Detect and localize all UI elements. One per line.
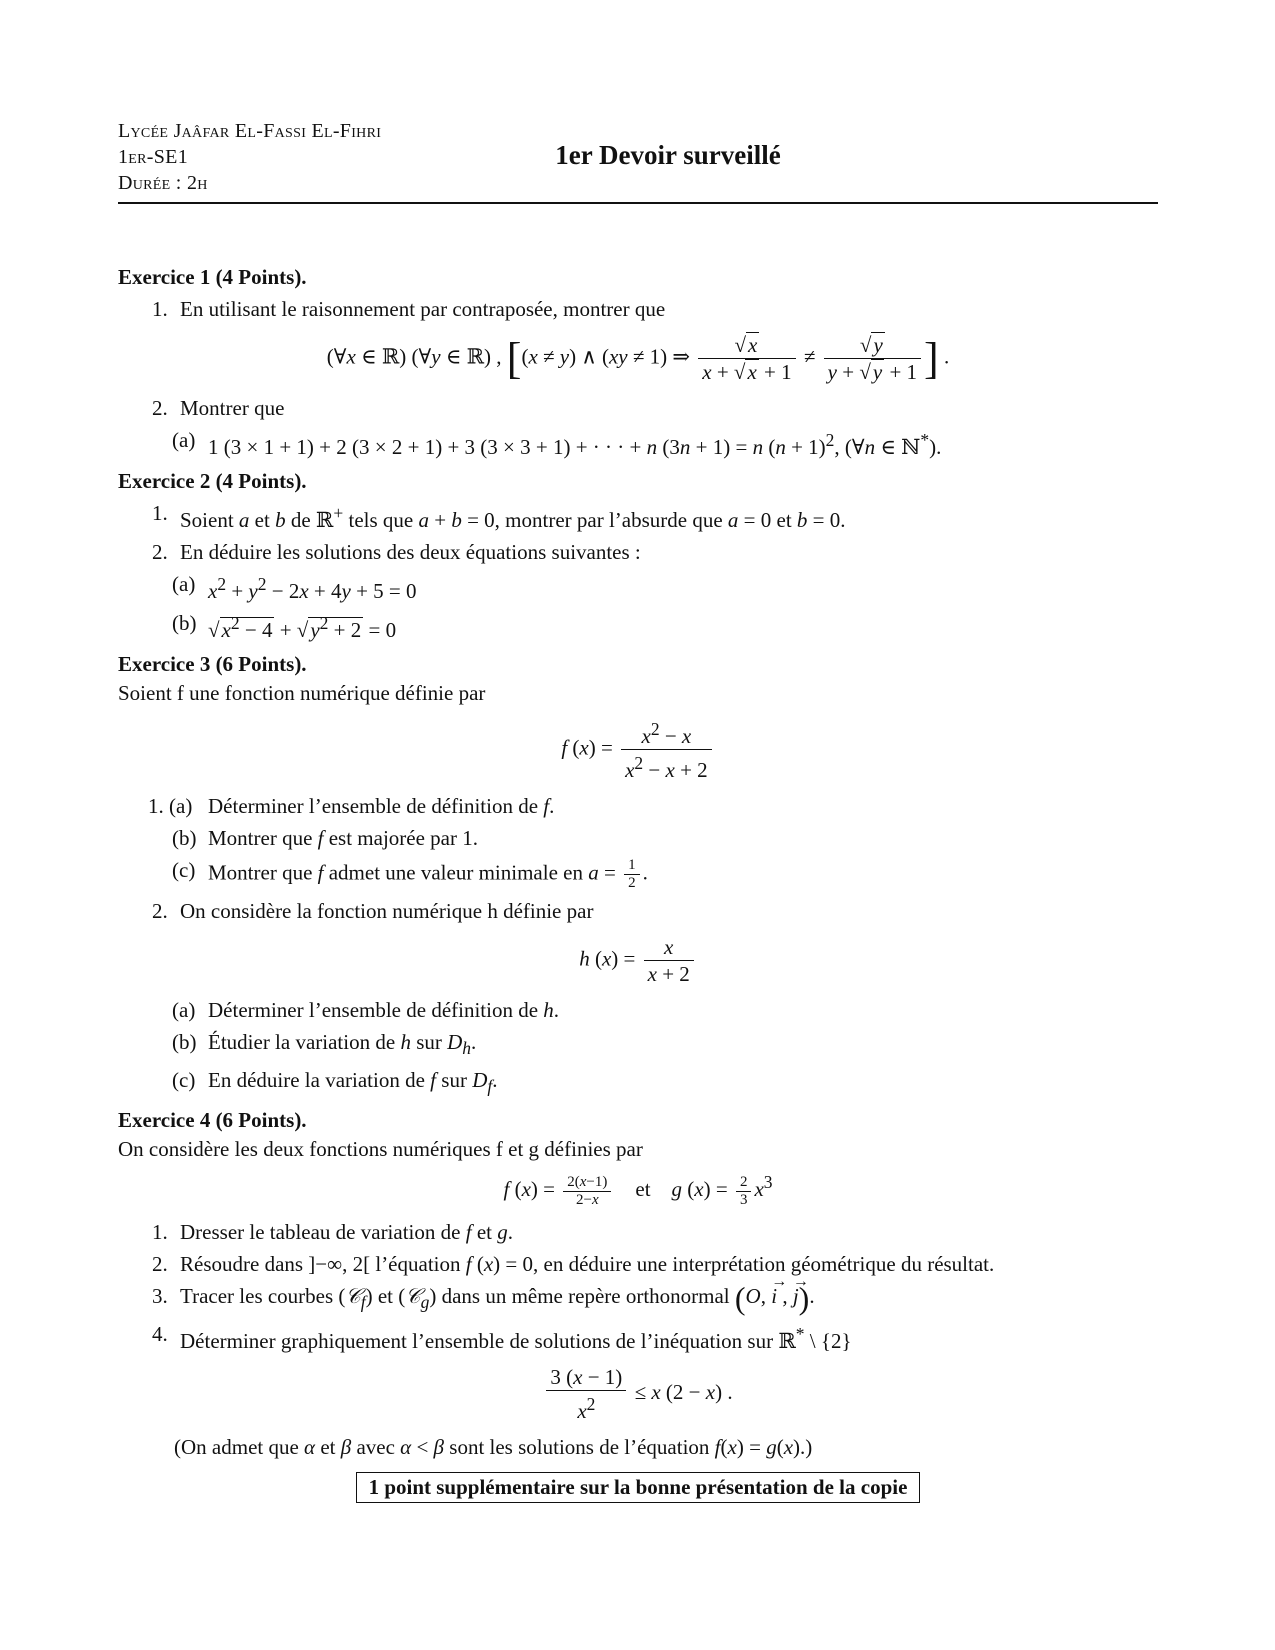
- ex3-h-definition: h (x) = $\frac{x}{x + 2}$: [118, 934, 1158, 987]
- ex3-q1b: (b) Montrer que f est majorée par 1.: [172, 826, 479, 850]
- ex2-q2b: (b) $√x^2 - 4 + √y^2 + 2 = 0$: [172, 611, 397, 642]
- page-title: 1er Devoir surveillé: [555, 140, 781, 170]
- ex3-q2b: (b) Étudier la variation de h sur $D_h$.: [172, 1030, 477, 1059]
- exam-page: [118, 118, 1158, 1513]
- ex1-q1: 1. En utilisant le raisonnement par contraposée, montrer que: [152, 297, 666, 321]
- exercise-3-title: Exercice 3 (6 Points).: [118, 652, 307, 676]
- ex4-q4: 4. Déterminer graphiquement l’ensemble de solutions de l’inéquation sur ℝ* \ {2}: [152, 1322, 852, 1354]
- header: [118, 118, 1158, 204]
- ex1-formula: (∀x ∈ ℝ) (∀y ∈ ℝ) , [(x ≠ y) ∧ (xy ≠ 1) ⇒ $\frac{√x}{x + √x + 1}$ ≠ $\frac{√y}{y + √y + 1}$ ] .: [326, 333, 950, 384]
- ex3-q2c: (c) En déduire la variation de f sur $D_f$.: [172, 1068, 498, 1097]
- ex4-definitions: f (x) = $\frac{2(x-1)}{2-x}$ et g (x) = $\frac{2}{3}$ $x^3$: [503, 1172, 773, 1209]
- ex3-f-definition: f (x) = $\frac{x^2 - x}{x^2 - x + 2}$: [118, 716, 1158, 783]
- ex2-q2: 2. En déduire les solutions des deux équations suivantes :: [152, 540, 641, 564]
- ex4-q1: 1. Dresser le tableau de variation de f et g.: [152, 1220, 513, 1245]
- exercise-4-title: Exercice 4 (6 Points).: [118, 1108, 307, 1133]
- ex3-q2a: (a) Déterminer l’ensemble de définition de h.: [172, 998, 560, 1022]
- ex3-q1a: 1. (a) Déterminer l’ensemble de définition de f.: [148, 794, 555, 818]
- ex3-q2-text: On considère la fonction numérique h définie par: [180, 899, 594, 923]
- bonus-wrapper: [118, 1472, 1158, 1503]
- ex1-q2a: (a) 1 (3 × 1 + 1) + 2 (3 × 2 + 1) + 3 (3 × 3 + 1) + · · · + n (3n + 1) = n $(n + 1)^2$, (∀n ∈ ℕ*).: [172, 428, 942, 459]
- exercise-1-title: Exercice 1 (4 Points).: [118, 265, 307, 289]
- ex1-q1-text: En utilisant le raisonnement par contraposée, montrer que: [180, 297, 666, 321]
- ex3-q1c: (c) Montrer que f admet une valeur minimale en a = $\frac{1}{2}$ .: [172, 857, 648, 891]
- ex4-q3: 3. Tracer les courbes (𝒞$_f$) et (𝒞$_g$) dans un même repère orthonormal (O, → i , → j).: [118, 1283, 1158, 1315]
- ex2-q2a: (a) $x^2 + y^2 - 2x + 4y + 5 = 0$: [172, 572, 417, 603]
- ex1-q2: 2. Montrer que: [152, 396, 285, 420]
- school-name: Lycée Jaâfar El-Fassi El-Fihri: [118, 120, 382, 142]
- ex2-q2-text: En déduire les solutions des deux équations suivantes :: [180, 540, 641, 564]
- ex4-note: (On admet que α et β avec α < β sont les solutions de l’équation f(x) = g(x).): [174, 1435, 813, 1460]
- ex3-q2: 2. On considère la fonction numérique h définie par: [152, 899, 594, 923]
- ex4-intro: On considère les deux fonctions numériques f et g définies par: [118, 1137, 643, 1162]
- duration: Durée : 2h: [118, 172, 208, 194]
- exercise-2-title: Exercice 2 (4 Points).: [118, 469, 307, 493]
- ex4-q2: 2. Résoudre dans ]−∞, 2[ l’équation f (x) = 0, en déduire une interprétation géométrique du résultat.: [152, 1252, 995, 1277]
- ex3-intro: Soient f une fonction numérique définie par: [118, 681, 486, 705]
- bonus-note: 1 point supplémentaire sur la bonne présentation de la copie: [356, 1472, 921, 1503]
- ex4-inequality: $\frac{3 (x - 1)}{x^2}$ ≤ x (2 − x) .: [118, 1364, 1158, 1424]
- class-name: 1er-SE1: [118, 146, 188, 168]
- ex1-q2-text: Montrer que: [180, 396, 285, 420]
- ex2-q1: 1. Soient a et b de ℝ+ tels que a + b = 0, montrer par l’absurde que a = 0 et b = 0.: [152, 501, 846, 532]
